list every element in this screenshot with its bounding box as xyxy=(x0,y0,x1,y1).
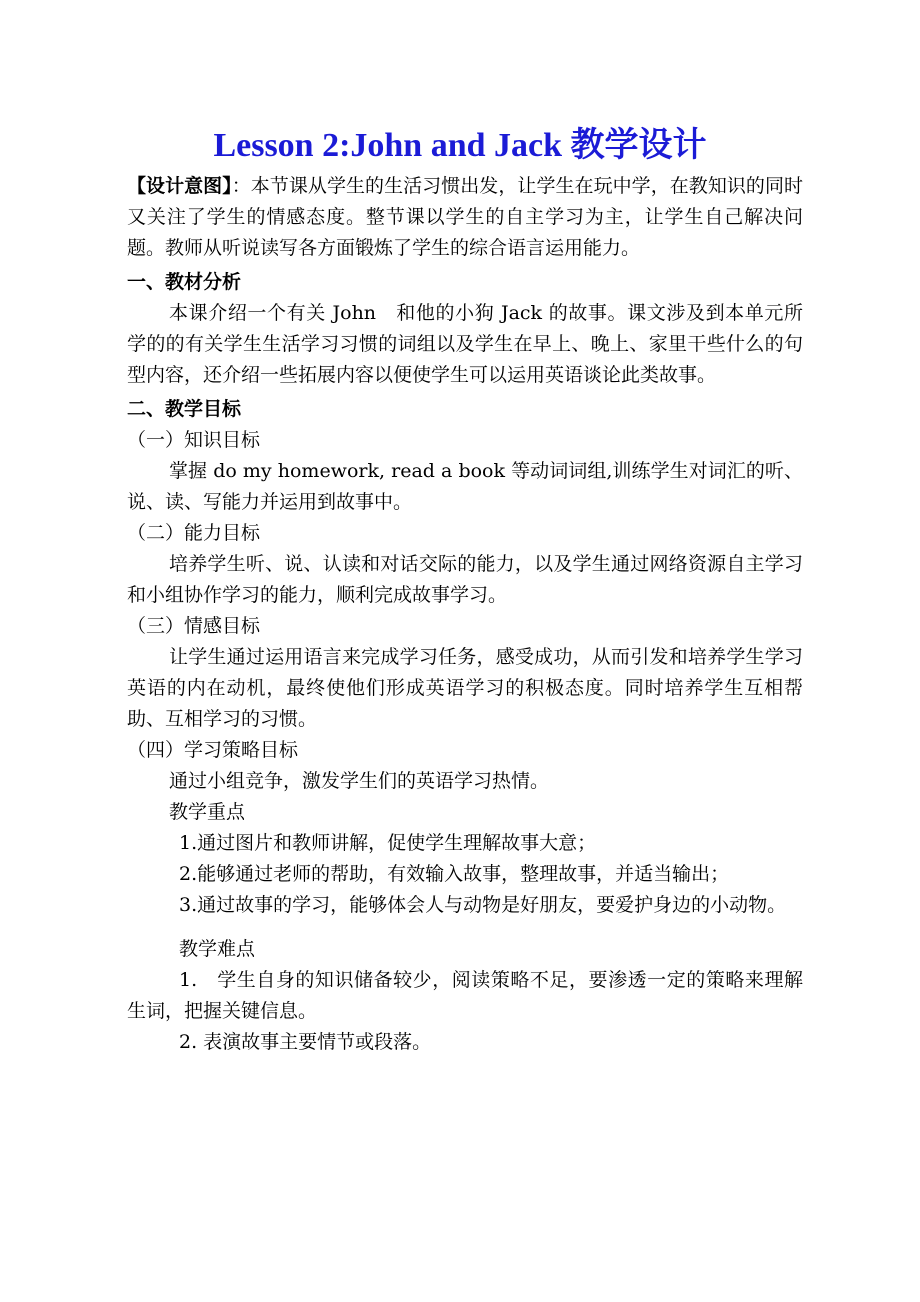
design-intent-label: 【设计意图】 xyxy=(127,175,232,197)
difficulties-heading: 教学难点 xyxy=(179,938,256,960)
sub3-label: （三）情感目标 xyxy=(127,615,261,637)
section1-heading: 一、教材分析 xyxy=(127,271,242,293)
section2-heading: 二、教学目标 xyxy=(127,398,242,420)
difficulty-item: 1. 学生自身的知识储备较少，阅读策略不足，要渗透一定的策略来理解生词，把握关键信息。 xyxy=(127,969,803,1022)
sub2-label: （二）能力目标 xyxy=(127,522,261,544)
key-point-item: 1.通过图片和教师讲解，促使学生理解故事大意； xyxy=(179,832,597,854)
sub2-body: 培养学生听、说、认读和对话交际的能力，以及学生通过网络资源自主学习和小组协作学习的能力，顺利完成故事学习。 xyxy=(127,553,803,606)
sub1-label: （一）知识目标 xyxy=(127,429,261,451)
key-points-heading: 教学重点 xyxy=(169,801,246,823)
design-intent-paragraph xyxy=(127,171,803,264)
design-intent-text: ：本节课从学生的生活习惯出发，让学生在玩中学，在教知识的同时又关注了学生的情感态度。整节课以学生的自主学习为主，让学生自己解决问题。教师从听说读写各方面锻炼了学生的综合语言运用能力。 xyxy=(127,175,803,259)
section1-body: 本课介绍一个有关 John 和他的小狗 Jack 的故事。课文涉及到本单元所学的的有关学生生活学习习惯的词组以及学生在早上、晚上、家里干些什么的句型内容，还介绍一些拓展内容以便使学生可以运用英语谈论此类故事。 xyxy=(127,302,803,386)
key-point-item: 2.能够通过老师的帮助，有效输入故事，整理故事，并适当输出； xyxy=(179,863,730,885)
sub4-label: （四）学习策略目标 xyxy=(127,739,299,761)
sub1-body: 掌握 do my homework, read a book 等动词词组,训练学生对词汇的听、说、读、写能力并运用到故事中。 xyxy=(127,460,803,513)
document-body xyxy=(127,171,803,1058)
sub4-body: 通过小组竞争，激发学生们的英语学习热情。 xyxy=(169,770,550,792)
document-title: Lesson 2:John and Jack 教学设计 xyxy=(213,127,707,164)
sub3-body: 让学生通过运用语言来完成学习任务，感受成功，从而引发和培养学生学习英语的内在动机，最终使他们形成英语学习的积极态度。同时培养学生互相帮助、互相学习的习惯。 xyxy=(127,646,803,730)
key-point-item: 3.通过故事的学习，能够体会人与动物是好朋友，要爱护身边的小动物。 xyxy=(179,894,787,916)
difficulty-item: 2. 表演故事主要情节或段落。 xyxy=(179,1031,432,1053)
